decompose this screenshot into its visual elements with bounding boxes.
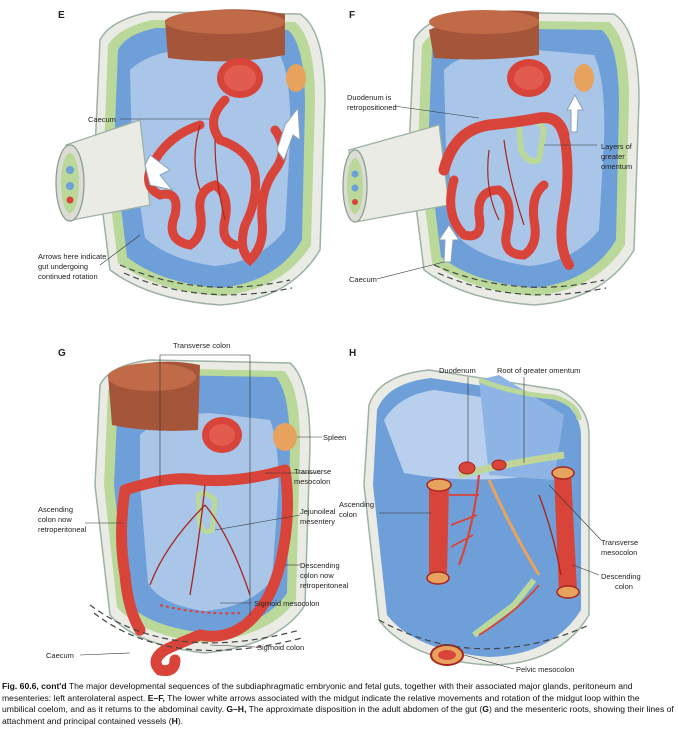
arrows-label-line1: Arrows here indicate [38, 252, 107, 261]
panel-e-illustration [0, 0, 339, 335]
caecum-label: Caecum [46, 651, 74, 660]
panel-g-letter: G [58, 348, 66, 359]
panel-e-letter: E [58, 10, 65, 21]
caption-text-4: rotation of the midgut loop within the umbilical coelom, and as it returns to the abdominal cavity. [2, 692, 640, 715]
spleen-label: Spleen [323, 433, 347, 442]
caption-gh-label: G–H, [226, 704, 247, 715]
descending-colon-label-line1: Descending [300, 561, 340, 570]
caption-text-1: The major developmental sequences of the subdiaphragmatic embryonic and fetal guts, together with their associated major glands, [66, 681, 571, 691]
transverse-mesocolon-label-line1: Transverse [294, 467, 332, 476]
descending-colon-label-line2: colon [615, 582, 633, 591]
descending-colon-label-line1: Descending [601, 572, 641, 581]
sigmoid-mesocolon-label: Sigmoid mesocolon [254, 599, 320, 608]
pelvic-mesocolon-label: Pelvic mesocolon [516, 665, 575, 674]
arrows-label-line3: continued rotation [38, 272, 98, 281]
transverse-mesocolon-label-line2: mesocolon [294, 477, 331, 486]
omentum-label-line3: omentum [601, 162, 633, 171]
descending-colon-label-line3: retroperitoneal [300, 581, 349, 590]
caecum-label: Caecum [88, 115, 116, 124]
transverse-mesocolon-label-line1: Transverse [601, 538, 639, 547]
descending-colon-label-line2: colon now [300, 571, 334, 580]
caption-text-6: abdomen of the gut ( [402, 704, 483, 715]
omentum-label-line1: Layers of [601, 142, 632, 151]
jejunoileal-label-line2: mesentery [300, 517, 336, 526]
caecum-label: Caecum [349, 275, 377, 284]
arrows-label-line2: gut undergoing [38, 262, 89, 271]
panel-f-letter: F [349, 10, 356, 21]
transverse-colon-label: Transverse colon [173, 341, 231, 350]
root-omentum-label: Root of greater omentum [497, 366, 581, 375]
ascending-colon-label-line1: Ascending [38, 505, 74, 514]
caption-g-ref: G [482, 704, 489, 715]
caption-text-2: peritoneum and mesenteries: left anterolateral aspect. [2, 681, 633, 703]
duodenum-label: Duodenum [439, 366, 476, 375]
figure-caption [2, 681, 674, 727]
transverse-mesocolon-label-line2: mesocolon [601, 548, 638, 557]
jejunoileal-label-line1: Jejunoileal [300, 507, 336, 516]
omentum-label-line2: greater [601, 152, 625, 161]
ascending-colon-label-line3: retroperitoneal [38, 525, 87, 534]
ascending-colon-label-line2: colon now [38, 515, 72, 524]
sigmoid-colon-label: Sigmoid colon [257, 643, 305, 652]
ascending-colon-label-line1: Ascending [339, 500, 375, 509]
panel-h-illustration [339, 335, 678, 680]
panel-e [0, 0, 339, 335]
caption-ef-label: E–F, [147, 692, 165, 703]
caption-text-3: The lower white arrows associated with the midgut indicate the relative movements and [164, 692, 500, 703]
figure-number: Fig. 60.6, cont'd [2, 681, 67, 691]
panel-h-letter: H [349, 348, 357, 359]
caption-text-7: ) and the mesenteric roots, showing their lines of attachment and principal contained vessels ( [2, 704, 674, 726]
panel-g [0, 335, 349, 680]
duodenum-label-line1: Duodenum is [347, 93, 392, 102]
caption-text-8: ). [177, 715, 184, 726]
caption-text-5: The approximate disposition in the adult [246, 704, 401, 715]
duodenum-label-line2: retropositioned [347, 103, 397, 112]
caption-h-ref: H [171, 715, 178, 726]
panel-h [339, 335, 678, 680]
ascending-colon-label-line2: colon [339, 510, 357, 519]
panel-f [339, 0, 678, 335]
